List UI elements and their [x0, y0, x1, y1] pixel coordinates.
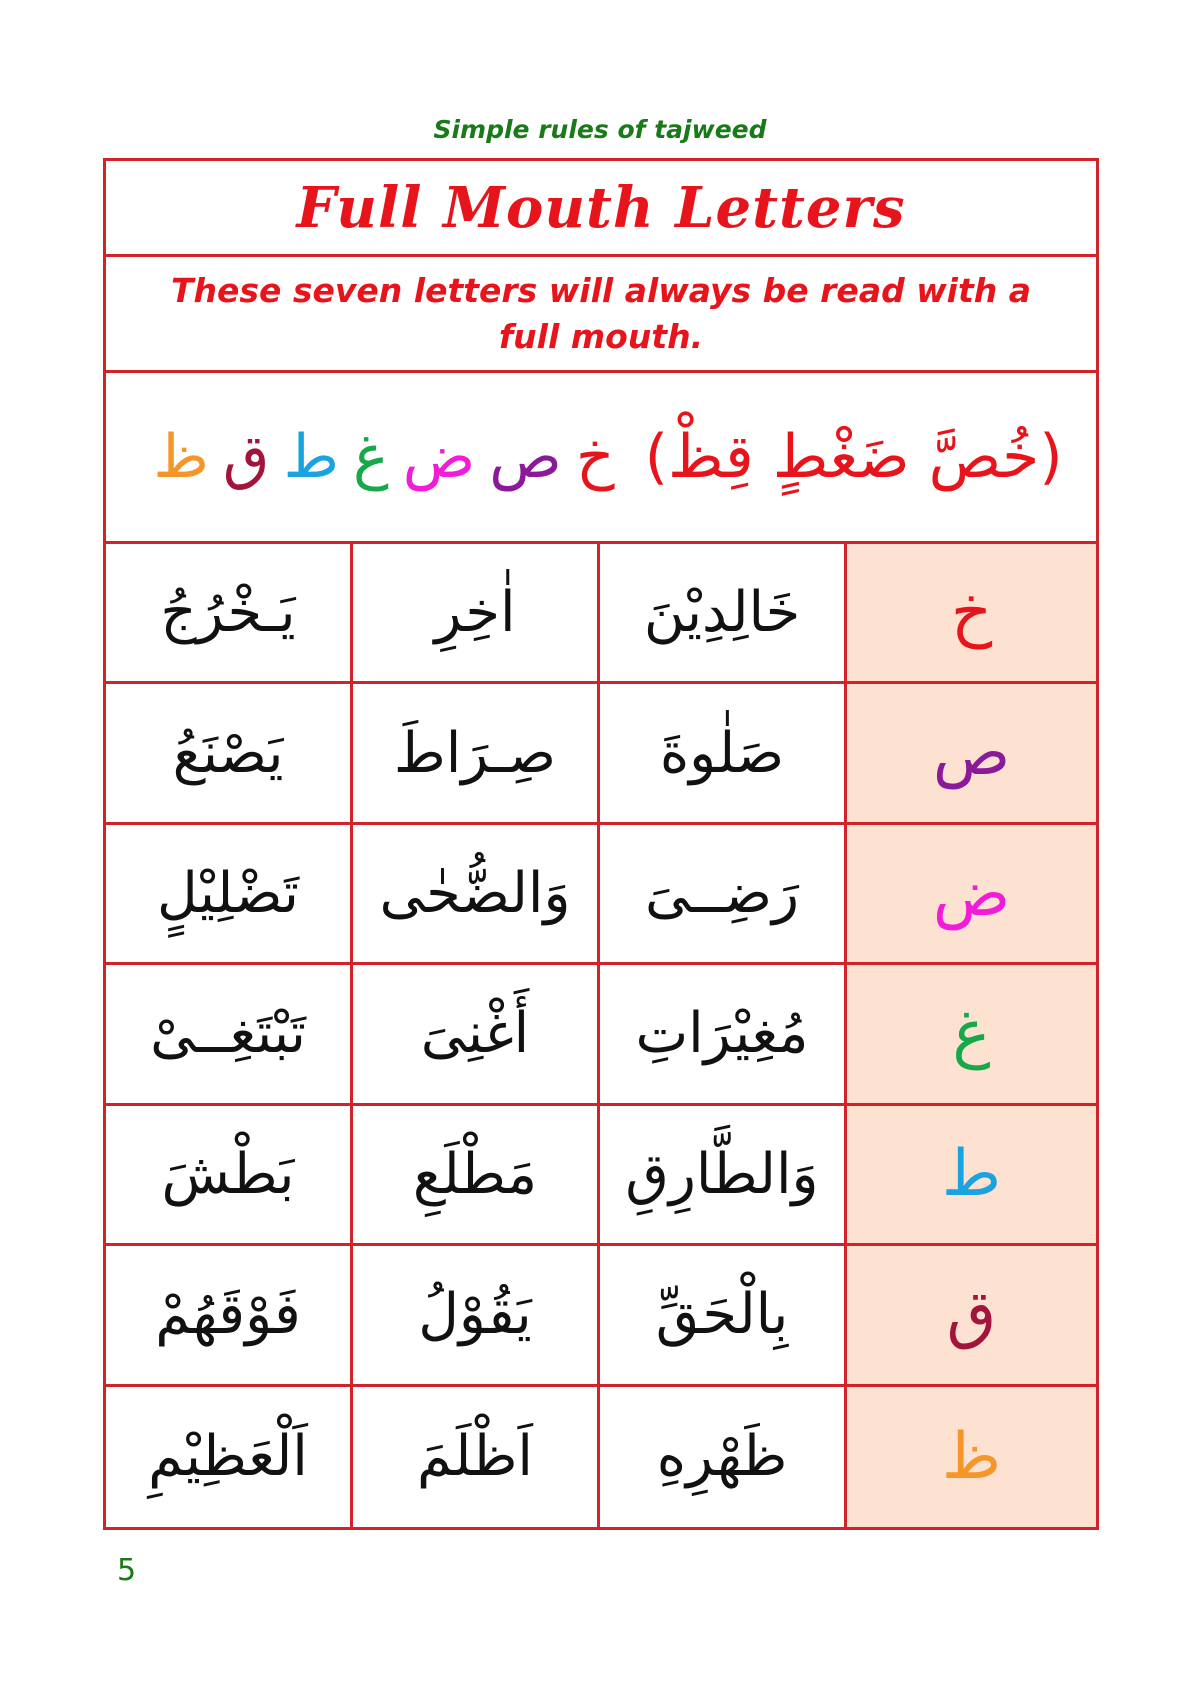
example-word: اَلْعَظِيْمِ	[106, 1387, 353, 1527]
letter-saad: ص	[489, 422, 562, 492]
example-word: وَالضُّحٰى	[353, 825, 600, 965]
example-word: اٰخِرِ	[353, 544, 600, 684]
example-word: يَقُوْلُ	[353, 1246, 600, 1386]
example-word: صِـرَاطَ	[353, 684, 600, 824]
example-word: أَغْنِىَ	[353, 965, 600, 1105]
page-number: 5	[117, 1553, 137, 1588]
row-letter: ظ	[847, 1387, 1096, 1527]
example-word: يَـخْرُجُ	[106, 544, 353, 684]
title-row	[106, 161, 1096, 257]
examples-grid	[106, 544, 1096, 1527]
example-word: يَصْنَعُ	[106, 684, 353, 824]
example-word: مَطْلَعِ	[353, 1106, 600, 1246]
description-row	[106, 257, 1096, 373]
letter-taa: ط	[283, 422, 339, 492]
example-word: اَظْلَمَ	[353, 1387, 600, 1527]
example-word: تَبْتَغِــىْ	[106, 965, 353, 1105]
mnemonic-phrase: (خُصَّ ضَغْطٍ قِظْ)	[644, 422, 1063, 492]
row-letter: ض	[847, 825, 1096, 965]
row-letter: غ	[847, 965, 1096, 1105]
letters-row	[106, 373, 1096, 544]
example-word: وَالطَّارِقِ	[600, 1106, 847, 1246]
description-text: These seven letters will always be read with a full mouth.	[170, 270, 1032, 356]
example-word: مُغِيْرَاتِ	[600, 965, 847, 1105]
letter-qaaf: ق	[222, 422, 270, 492]
example-word: تَضْلِيْلٍ	[106, 825, 353, 965]
example-word: فَوْقَهُمْ	[106, 1246, 353, 1386]
example-word: بَطْشَ	[106, 1106, 353, 1246]
letter-dhaa: ظ	[153, 422, 209, 492]
page-title: Full Mouth Letters	[296, 174, 906, 241]
example-word: خَالِدِيْنَ	[600, 544, 847, 684]
row-letter: ق	[847, 1246, 1096, 1386]
content-table	[103, 158, 1099, 1530]
example-word: صَلٰوةَ	[600, 684, 847, 824]
example-word: رَضِــىَ	[600, 825, 847, 965]
row-letter: ط	[847, 1106, 1096, 1246]
row-letter: ص	[847, 684, 1096, 824]
running-header: Simple rules of tajweed	[433, 115, 767, 144]
letter-khaa: خ	[575, 422, 615, 492]
example-word: بِالْحَقِّ	[600, 1246, 847, 1386]
letter-daad: ض	[402, 422, 476, 492]
letters-line	[106, 373, 1096, 541]
letter-ghain: غ	[352, 422, 389, 492]
example-word: ظَهْرِهِ	[600, 1387, 847, 1527]
row-letter: خ	[847, 544, 1096, 684]
